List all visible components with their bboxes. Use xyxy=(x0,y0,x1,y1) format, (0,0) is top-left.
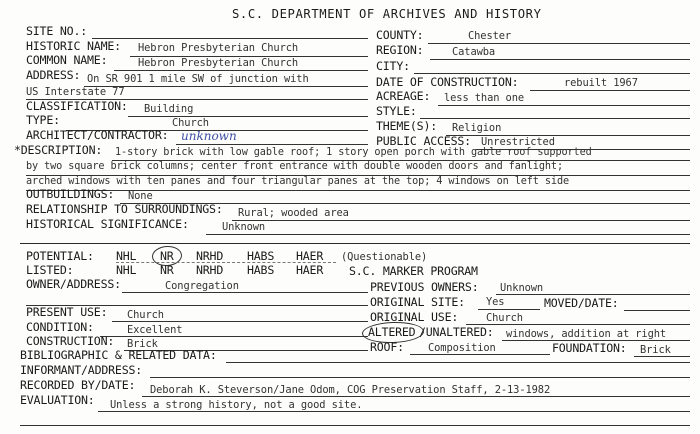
listed-nhl: NHL xyxy=(116,263,137,277)
label-relationship: RELATIONSHIP TO SURROUNDINGS: xyxy=(26,202,223,216)
listed-nr: NR xyxy=(160,263,174,277)
moved-date-line xyxy=(624,310,690,311)
label-roof: ROOF: xyxy=(370,340,404,354)
potential-habs: HABS xyxy=(247,249,275,263)
value-theme: Religion xyxy=(452,122,502,134)
label-outbuildings: OUTBUILDINGS: xyxy=(26,187,115,201)
label-altered: ALTERED xyxy=(368,325,416,339)
value-region: Catawba xyxy=(452,46,496,58)
potential-nrhd: NRHD xyxy=(196,249,224,263)
label-site-no: SITE NO.: xyxy=(26,24,88,38)
style-line xyxy=(420,118,690,119)
bibliographic-line xyxy=(226,362,690,363)
label-historic-name: HISTORIC NAME: xyxy=(26,39,121,53)
label-original-site: ORIGINAL SITE: xyxy=(370,295,465,309)
potential-nr: NR xyxy=(160,249,174,263)
value-original-site: Yes xyxy=(486,296,505,308)
label-bibliographic: BIBLIOGRAPHIC & RELATED DATA: xyxy=(20,348,217,362)
informant-line xyxy=(150,377,690,378)
section-divider xyxy=(20,243,690,244)
value-condition: Excellent xyxy=(127,324,183,336)
label-previous-owners: PREVIOUS OWNERS: xyxy=(370,280,479,294)
label-foundation: FOUNDATION: xyxy=(552,341,627,355)
classification-line xyxy=(128,116,368,117)
value-common-name: Hebron Presbyterian Church xyxy=(138,57,299,69)
label-address: ADDRESS: xyxy=(26,68,81,82)
evaluation-line-2 xyxy=(20,425,690,426)
potential-haer: HAER xyxy=(296,249,324,263)
historical-significance-line xyxy=(206,234,690,235)
value-evaluation: Unless a strong history, not a good site. xyxy=(110,399,363,411)
label-unaltered: /UNALTERED: xyxy=(419,325,494,339)
potential-note: (Questionable) xyxy=(341,251,428,263)
label-historical-significance: HISTORICAL SIGNIFICANCE: xyxy=(26,217,189,231)
present-use-line xyxy=(112,321,368,322)
sc-marker-program: S.C. MARKER PROGRAM xyxy=(349,264,478,278)
county-line xyxy=(428,43,690,44)
original-site-line xyxy=(478,309,540,310)
value-description-line1: 1-story brick with low gable roof; 1 story open porch with gable roof supported xyxy=(115,147,592,158)
label-county: COUNTY: xyxy=(376,28,424,42)
value-classification: Building xyxy=(144,103,194,115)
label-date-of-construction: DATE OF CONSTRUCTION: xyxy=(376,75,519,89)
label-city: CITY: xyxy=(376,59,410,73)
label-evaluation: EVALUATION: xyxy=(20,393,95,407)
listed-habs: HABS xyxy=(247,263,275,277)
label-owner-address: OWNER/ADDRESS: xyxy=(26,277,121,291)
label-classification: CLASSIFICATION: xyxy=(26,99,128,113)
recorded-by-line xyxy=(142,396,690,397)
label-acreage: ACREAGE: xyxy=(376,89,431,103)
label-theme: THEME(S): xyxy=(376,119,438,133)
condition-line xyxy=(100,336,368,337)
label-architect: ARCHITECT/CONTRACTOR: xyxy=(26,128,169,142)
value-roof: Composition xyxy=(428,342,496,354)
label-informant: INFORMANT/ADDRESS: xyxy=(20,363,143,377)
roof-line xyxy=(410,354,550,355)
potential-nhl: NHL xyxy=(116,249,137,263)
original-use-line xyxy=(466,324,690,325)
evaluation-line xyxy=(98,411,690,412)
label-potential: POTENTIAL: xyxy=(26,249,94,263)
value-relationship: Rural; wooded area xyxy=(238,207,349,219)
value-recorded-by: Deborah K. Steverson/Jane Odom, COG Preservation Staff, 2-13-1982 xyxy=(150,384,551,396)
acreage-line xyxy=(438,105,690,106)
architect-line xyxy=(176,144,368,145)
listed-haer: HAER xyxy=(296,263,324,277)
region-line xyxy=(430,59,690,60)
common-name-line xyxy=(114,70,368,71)
value-historical-significance: Unknown xyxy=(222,221,266,233)
label-region: REGION: xyxy=(376,43,424,57)
label-original-use: ORIGINAL USE: xyxy=(370,310,459,324)
value-address-line1: On SR 901 1 mile SW of junction with xyxy=(87,73,309,85)
description-line-3 xyxy=(26,190,690,191)
value-present-use: Church xyxy=(127,309,164,321)
label-present-use: PRESENT USE: xyxy=(26,305,108,319)
value-acreage: less than one xyxy=(444,92,525,104)
value-description-line2: by two square brick columns; center front entrance with double wooden doors and fanlight; xyxy=(26,161,563,172)
value-outbuildings: None xyxy=(128,190,153,202)
label-style: STYLE: xyxy=(376,104,417,118)
value-date-of-construction: rebuilt 1967 xyxy=(564,77,638,89)
label-moved-date: MOVED/DATE: xyxy=(544,296,619,310)
label-common-name: COMMON NAME: xyxy=(26,53,108,67)
label-listed: LISTED: xyxy=(26,263,74,277)
value-historic-name: Hebron Presbyterian Church xyxy=(138,42,299,54)
value-description-line3: arched windows with ten panes and four triangular panes at the top; 4 windows on left side xyxy=(26,176,570,187)
value-public-access: Unrestricted xyxy=(481,136,555,148)
value-previous-owners: Unknown xyxy=(500,282,544,294)
value-address-line2: US Interstate 77 xyxy=(26,86,125,98)
label-public-access: PUBLIC ACCESS: xyxy=(376,134,471,148)
relationship-line xyxy=(232,220,690,221)
value-unaltered: windows, addition at right xyxy=(506,328,667,340)
value-architect-handwritten: unknown xyxy=(181,129,237,143)
value-type: Church xyxy=(172,117,209,129)
date-of-construction-line xyxy=(530,90,690,91)
owner-address-line xyxy=(122,292,368,293)
foundation-line xyxy=(634,356,690,357)
listed-nrhd: NRHD xyxy=(196,263,224,277)
label-recorded-by: RECORDED BY/DATE: xyxy=(20,378,136,392)
value-construction: Brick xyxy=(127,338,158,350)
value-owner-address: Congregation xyxy=(165,280,239,292)
previous-owners-line xyxy=(496,294,690,295)
value-county: Chester xyxy=(468,30,512,42)
value-original-use: Church xyxy=(486,312,523,324)
card-title: S.C. DEPARTMENT OF ARCHIVES AND HISTORY xyxy=(232,7,542,21)
address-line xyxy=(84,86,368,87)
label-condition: CONDITION: xyxy=(26,320,94,334)
value-foundation: Brick xyxy=(640,344,671,356)
label-construction: CONSTRUCTION: xyxy=(26,334,115,348)
label-type: TYPE: xyxy=(26,113,60,127)
site-no-line xyxy=(92,38,368,39)
label-description: *DESCRIPTION: xyxy=(14,143,103,157)
city-line xyxy=(414,73,690,74)
